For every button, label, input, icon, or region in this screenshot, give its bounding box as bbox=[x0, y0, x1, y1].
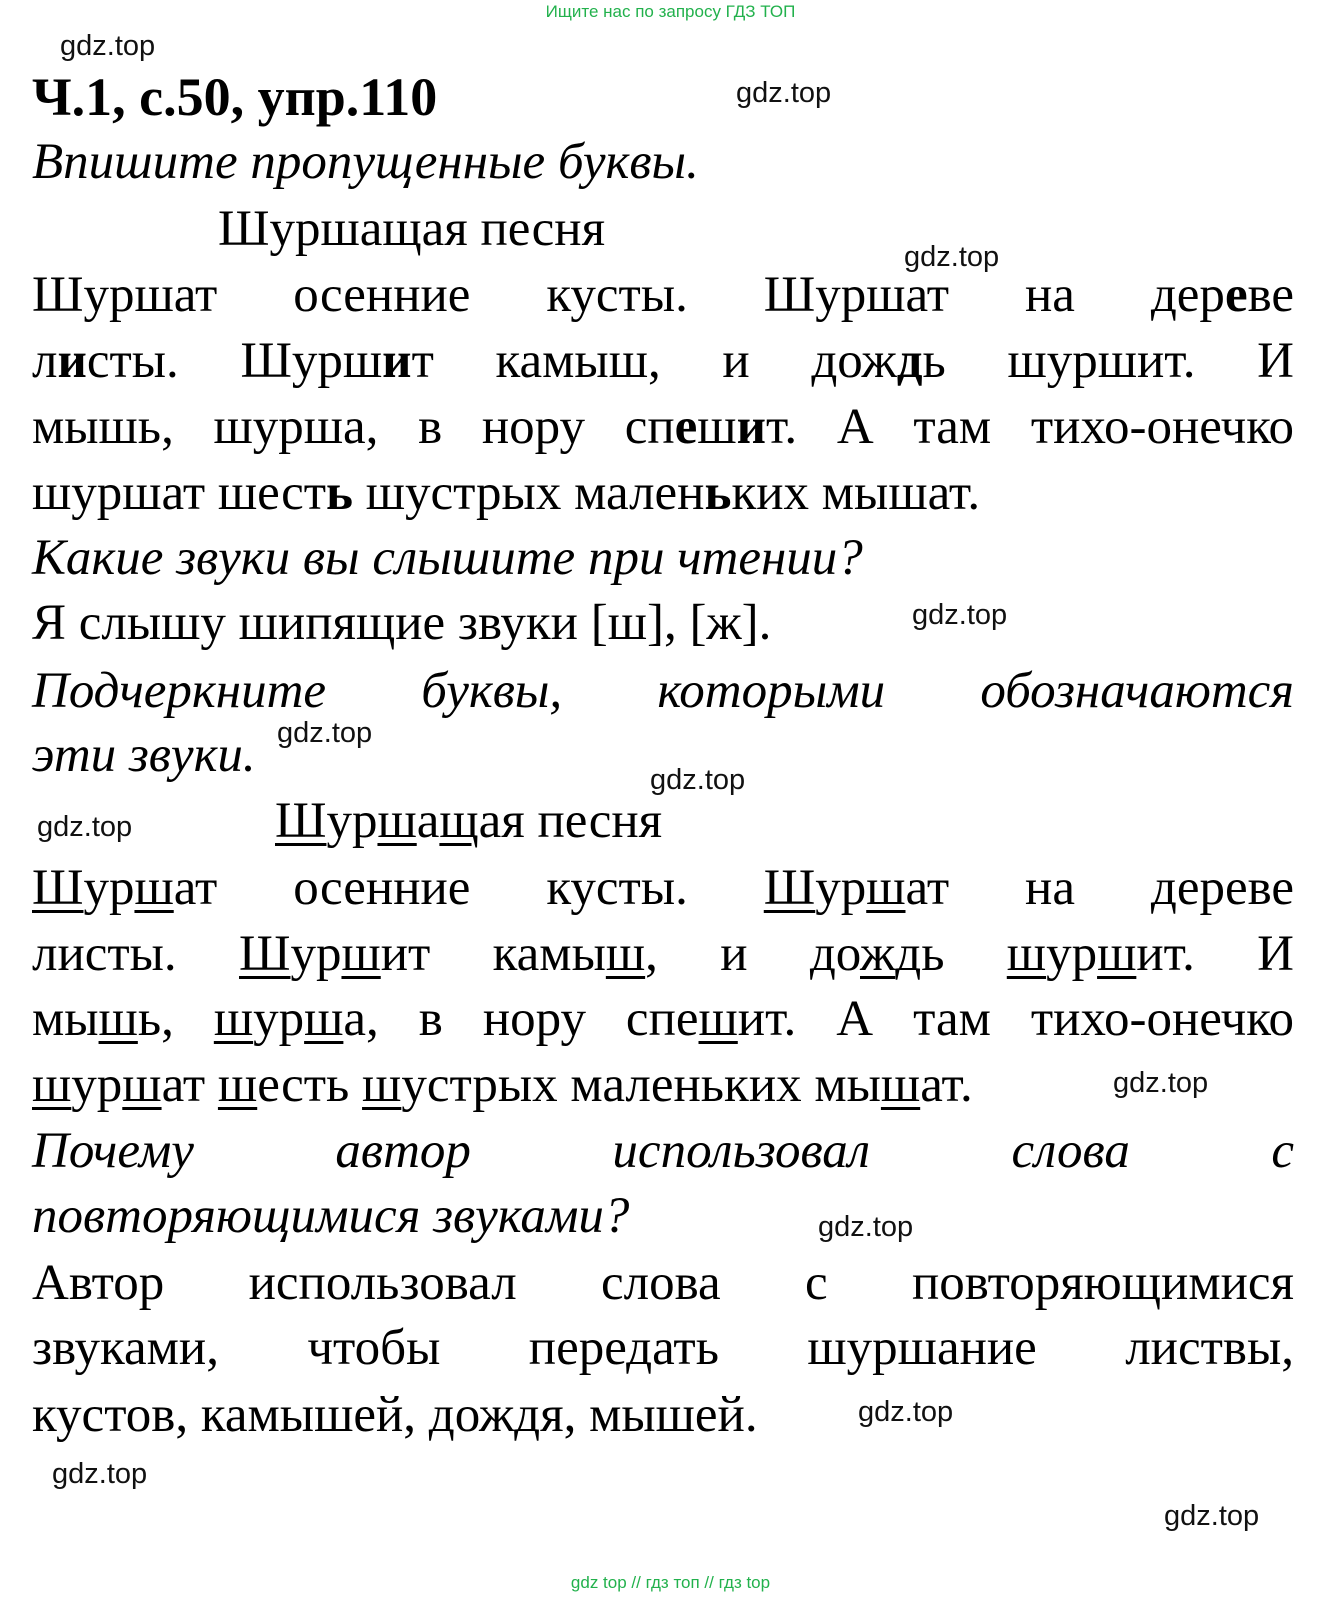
question-why-line-1: Почему автор использовал слова с bbox=[32, 1123, 1294, 1179]
task-fill-letters: Впишите пропущенные буквы. bbox=[32, 134, 699, 190]
question-why-line-2: повторяющимися звуками? bbox=[32, 1188, 630, 1244]
poem-filled-line-1: Шуршат осенние кусты. Шуршат на дереве bbox=[32, 267, 1294, 323]
watermark: gdz.top bbox=[736, 77, 832, 109]
poem-underlined-line-4: шуршат шесть шустрых маленьких мышат. bbox=[32, 1057, 973, 1113]
answer-why-line-3: кустов, камышей, дождя, мышей. bbox=[32, 1387, 758, 1443]
top-banner: Ищите нас по запросу ГДЗ ТОП bbox=[545, 2, 796, 21]
poem-filled-line-2: листы. Шуршит камыш, и дождь шуршит. И bbox=[32, 333, 1294, 389]
poem-underlined-line-3: мышь, шурша, в нору спешит. А там тихо-онечко bbox=[32, 991, 1294, 1047]
poem-filled-line-4: шуршат шесть шустрых маленьких мышат. bbox=[32, 465, 981, 521]
watermark: gdz.top bbox=[52, 1458, 148, 1490]
question-sounds: Какие звуки вы слышите при чтении? bbox=[32, 530, 863, 586]
poem-underlined-line-2: листы. Шуршит камыш, и дождь шуршит. И bbox=[32, 926, 1294, 982]
poem-title-2: Шуршащая песня bbox=[275, 793, 663, 849]
poem-filled-line-3: мышь, шурша, в нору спешит. А там тихо-онечко bbox=[32, 399, 1294, 455]
footer-links: gdz top // гдз топ // гдз top bbox=[570, 1573, 771, 1592]
watermark: gdz.top bbox=[1113, 1067, 1209, 1099]
watermark: gdz.top bbox=[277, 717, 373, 749]
watermark: gdz.top bbox=[904, 241, 1000, 273]
poem-title-1: Шуршащая песня bbox=[218, 201, 606, 257]
answer-sounds: Я слышу шипящие звуки [ш], [ж]. bbox=[32, 595, 772, 651]
watermark: gdz.top bbox=[818, 1211, 914, 1243]
watermark: gdz.top bbox=[37, 811, 133, 843]
answer-why-line-1: Автор использовал слова с повторяющимися bbox=[32, 1255, 1294, 1311]
task-underline-line-2: эти звуки. bbox=[32, 727, 256, 783]
watermark: gdz.top bbox=[60, 30, 156, 62]
watermark: gdz.top bbox=[858, 1396, 954, 1428]
watermark: gdz.top bbox=[650, 764, 746, 796]
poem-underlined-line-1: Шуршат осенние кусты. Шуршат на дереве bbox=[32, 860, 1295, 916]
task-underline-line-1: Подчеркните буквы, которыми обозначаются bbox=[32, 663, 1294, 719]
exercise-heading: Ч.1, с.50, упр.110 bbox=[32, 67, 438, 127]
answer-why-line-2: звуками, чтобы передать шуршание листвы, bbox=[32, 1320, 1294, 1376]
watermark: gdz.top bbox=[1164, 1500, 1260, 1532]
watermark: gdz.top bbox=[912, 599, 1008, 631]
